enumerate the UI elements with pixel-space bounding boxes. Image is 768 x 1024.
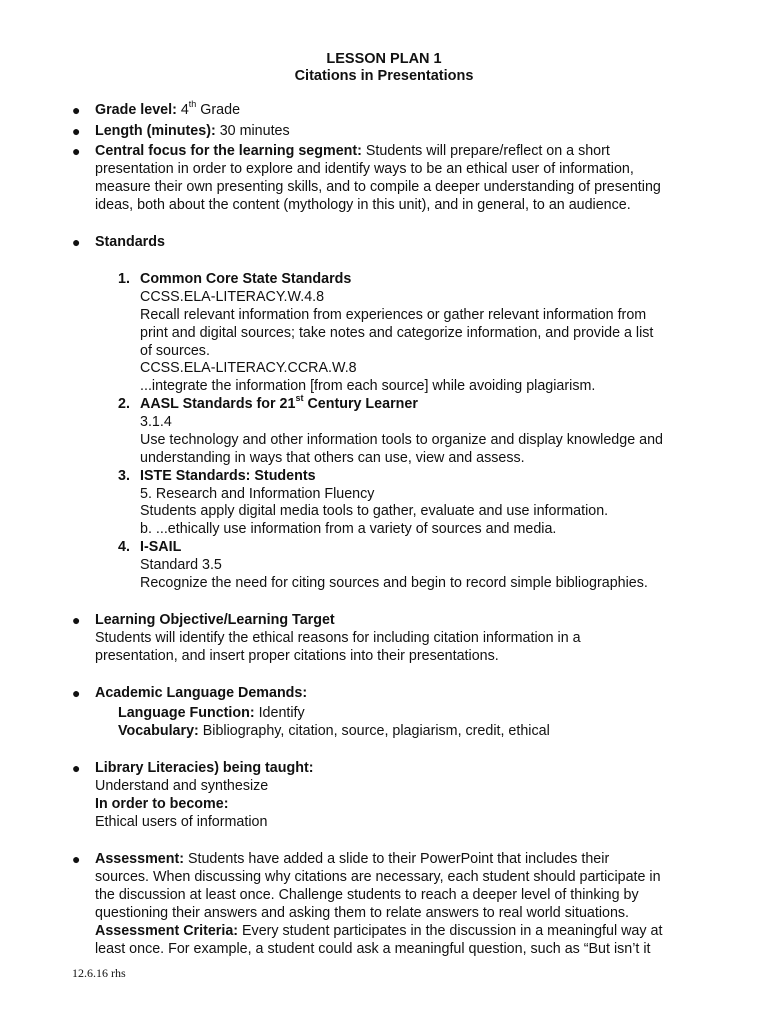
lesson-subtitle: Citations in Presentations (294, 68, 474, 84)
bullet-icon: ● (72, 612, 81, 628)
assessment-criteria: Assessment Criteria: Every student participates in the discussion in a meaningful way at (95, 923, 663, 939)
grade-number: 4 (180, 102, 189, 118)
central-focus-label: Central focus for the learning segment: (95, 143, 362, 159)
bullet-icon: ● (72, 685, 81, 701)
bullet-icon: ● (72, 102, 81, 118)
objective-line: Students will identify the ethical reasons for including citation information in a (95, 630, 581, 646)
central-focus-line: ideas, both about the content (mythology in this unit), and in general, to an audience. (95, 197, 631, 213)
grade-level (95, 101, 240, 119)
literacies-line: Understand and synthesize (95, 778, 269, 794)
standard-line: understanding in ways that others can use, view and assess. (140, 450, 525, 466)
lesson-title: LESSON PLAN 1 (326, 51, 442, 67)
standard-title: ISTE Standards: Students (140, 468, 316, 484)
standard-number: 1. (118, 271, 130, 287)
footer-note: 12.6.16 rhs (72, 966, 126, 980)
assessment-line: sources. When discussing why citations are necessary, each student should participate in (95, 869, 661, 885)
central-focus-line: Students will prepare/reflect on a short (361, 143, 610, 159)
standard-line: CCSS.ELA-LITERACY.W.4.8 (140, 289, 325, 305)
length-value: 30 minutes (219, 123, 290, 139)
standard-number: 4. (118, 539, 130, 555)
assessment-line: the discussion at least once. Challenge students to reach a deeper level of thinking by (95, 887, 639, 903)
central-focus-line: presentation in order to explore and identify ways to be an ethical user of information, (95, 161, 634, 177)
standard-number: 3. (118, 468, 130, 484)
standard-line: Recognize the need for citing sources and begin to record simple bibliographies. (140, 575, 648, 591)
standard-line: of sources. (140, 343, 210, 359)
objective-line: presentation, and insert proper citations into their presentations. (95, 648, 499, 664)
length (95, 122, 290, 140)
standard-line: b. ...ethically use information from a variety of sources and media. (140, 521, 557, 537)
grade-rest: Grade (196, 102, 241, 118)
standard-title: Common Core State Standards (140, 271, 352, 287)
objective-heading: Learning Objective/Learning Target (95, 612, 335, 628)
bullet-icon: ● (72, 143, 81, 159)
bullet-icon: ● (72, 851, 81, 867)
assessment-line: questioning their answers and asking them to relate answers to real world situations. (95, 905, 630, 921)
vocabulary: Vocabulary: Bibliography, citation, source, plagiarism, credit, ethical (118, 723, 550, 739)
standard-line: print and digital sources; take notes and categorize information, and provide a list (140, 325, 654, 341)
standard-line: 3.1.4 (140, 414, 172, 430)
standard-line: Students apply digital media tools to gather, evaluate and use information. (140, 503, 609, 519)
become-label: In order to become: (95, 796, 229, 812)
standard-line: Use technology and other information tools to organize and display knowledge and (140, 432, 663, 448)
standard-title: AASL Standards for 21st Century Learner (140, 393, 418, 412)
standard-line: Standard 3.5 (140, 557, 222, 573)
standards-heading: Standards (95, 234, 165, 250)
standard-line: CCSS.ELA-LITERACY.CCRA.W.8 (140, 360, 357, 376)
standard-line: Recall relevant information from experiences or gather relevant information from (140, 307, 647, 323)
grade-label: Grade level: (95, 102, 177, 118)
grade-suffix: th (188, 99, 197, 110)
length-label: Length (minutes): (95, 123, 216, 139)
language-function: Language Function: Identify (118, 705, 305, 721)
literacies-line: Ethical users of information (95, 814, 268, 830)
assessment: Assessment: Students have added a slide to their PowerPoint that includes their (95, 851, 610, 867)
bullet-icon: ● (72, 234, 81, 250)
central-focus-line: measure their own presenting skills, and to compile a deeper understanding of presenting (95, 179, 661, 195)
bullet-icon: ● (72, 123, 81, 139)
assessment-line: least once. For example, a student could ask a meaningful question, such as “But isn’t it (95, 941, 651, 957)
bullet-icon: ● (72, 760, 81, 776)
standard-line: ...integrate the information [from each source] while avoiding plagiarism. (140, 378, 596, 394)
standard-line: 5. Research and Information Fluency (140, 486, 375, 502)
literacies-heading: Library Literacies) being taught: (95, 760, 314, 776)
standard-title: I-SAIL (140, 539, 182, 555)
central-focus (95, 142, 610, 160)
standard-number: 2. (118, 396, 130, 412)
academic-language-heading: Academic Language Demands: (95, 685, 308, 701)
